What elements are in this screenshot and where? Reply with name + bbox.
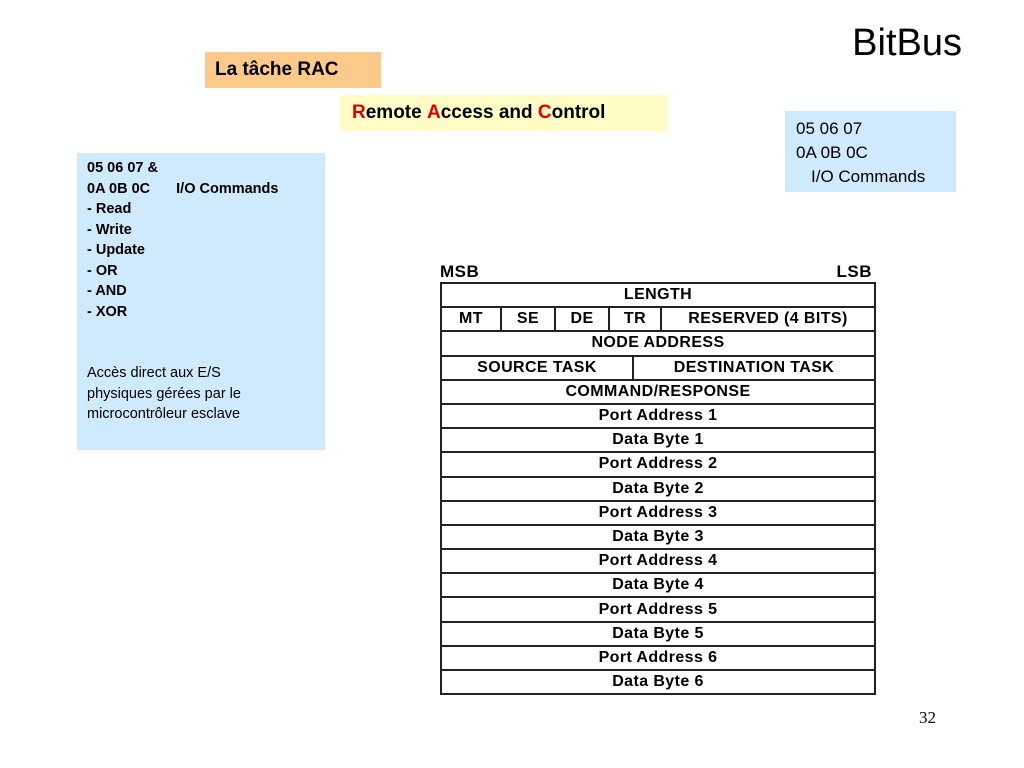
field-port-address-2: Port Address 2 — [598, 455, 718, 473]
io-commands-box — [77, 153, 325, 450]
frame-row-command-response — [442, 381, 874, 405]
command-or: - OR — [87, 262, 118, 279]
field-data-byte-2: Data Byte 2 — [612, 479, 704, 497]
initial-a: A — [426, 102, 441, 123]
field-data-byte-6: Data Byte 6 — [612, 673, 704, 691]
frame-row-data — [442, 453, 874, 477]
field-destination-task: DESTINATION TASK — [632, 357, 874, 379]
initial-c: C — [537, 102, 552, 123]
word-remote: emote — [365, 102, 427, 123]
field-port-address-1: Port Address 1 — [598, 407, 718, 425]
field-data-byte-1: Data Byte 1 — [612, 431, 704, 449]
field-port-address-6: Port Address 6 — [598, 648, 718, 666]
rac-task-label: La tâche RAC — [205, 52, 381, 88]
word-control: ontrol — [551, 102, 606, 123]
field-port-address-3: Port Address 3 — [598, 503, 718, 521]
slide-title: BitBus — [852, 22, 962, 64]
initial-r: R — [352, 102, 366, 123]
field-port-address-5: Port Address 5 — [598, 600, 718, 618]
frame-row-data — [442, 478, 874, 502]
lsb-label: LSB — [836, 262, 872, 281]
info-code-line-1: 05 06 07 & — [87, 160, 158, 176]
description-line: Accès direct aux E/S — [87, 365, 221, 381]
field-se: SE — [500, 308, 554, 330]
command-write: - Write — [87, 221, 132, 238]
frame-row-flags — [442, 308, 874, 332]
field-mt: MT — [459, 310, 483, 328]
frame-row-data — [442, 574, 874, 598]
frame-row-data — [442, 429, 874, 453]
command-and: - AND — [87, 283, 127, 299]
frame-row-data — [442, 526, 874, 550]
field-reserved: RESERVED (4 BITS) — [660, 308, 874, 330]
frame-row-data — [442, 502, 874, 526]
frame-row-data — [442, 598, 874, 622]
rac-expansion — [340, 95, 668, 131]
field-tr: TR — [608, 308, 660, 330]
info-code-label: I/O Commands — [176, 180, 279, 197]
bitbus-frame-diagram — [428, 258, 884, 698]
description-line: physiques gérées par le — [87, 385, 241, 402]
field-data-byte-3: Data Byte 3 — [612, 527, 704, 545]
field-data-byte-5: Data Byte 5 — [612, 624, 704, 642]
command-update: - Update — [87, 242, 145, 258]
frame-field-grid — [440, 282, 876, 695]
command-xor: - XOR — [87, 303, 128, 320]
codes-line-2: 0A 0B 0C — [796, 143, 868, 162]
frame-row-length — [442, 284, 874, 308]
codes-line-1: 05 06 07 — [796, 119, 863, 138]
info-code-values: 0A 0B 0C — [87, 180, 151, 197]
info-code-line-2 — [87, 179, 325, 200]
frame-row-data — [442, 550, 874, 574]
field-length: LENGTH — [623, 286, 693, 304]
field-de: DE — [554, 308, 608, 330]
codes-line-3: I/O Commands — [811, 167, 926, 186]
field-source-task: SOURCE TASK — [477, 358, 597, 376]
word-access-and: ccess and — [440, 102, 538, 123]
frame-row-data — [442, 623, 874, 647]
page-number: 32 — [919, 708, 936, 727]
msb-label: MSB — [440, 262, 480, 281]
field-port-address-4: Port Address 4 — [598, 552, 718, 570]
frame-row-tasks — [442, 357, 874, 381]
command-codes-box — [785, 111, 956, 192]
field-command-response: COMMAND/RESPONSE — [565, 382, 751, 400]
field-data-byte-4: Data Byte 4 — [612, 576, 704, 594]
frame-row-data — [442, 671, 874, 695]
frame-row-data — [442, 647, 874, 671]
field-node-address: NODE ADDRESS — [591, 334, 725, 352]
io-description — [87, 363, 325, 425]
command-read: - Read — [87, 201, 132, 217]
description-line: microcontrôleur esclave — [87, 406, 241, 422]
frame-row-node-address — [442, 332, 874, 356]
frame-row-data — [442, 405, 874, 429]
